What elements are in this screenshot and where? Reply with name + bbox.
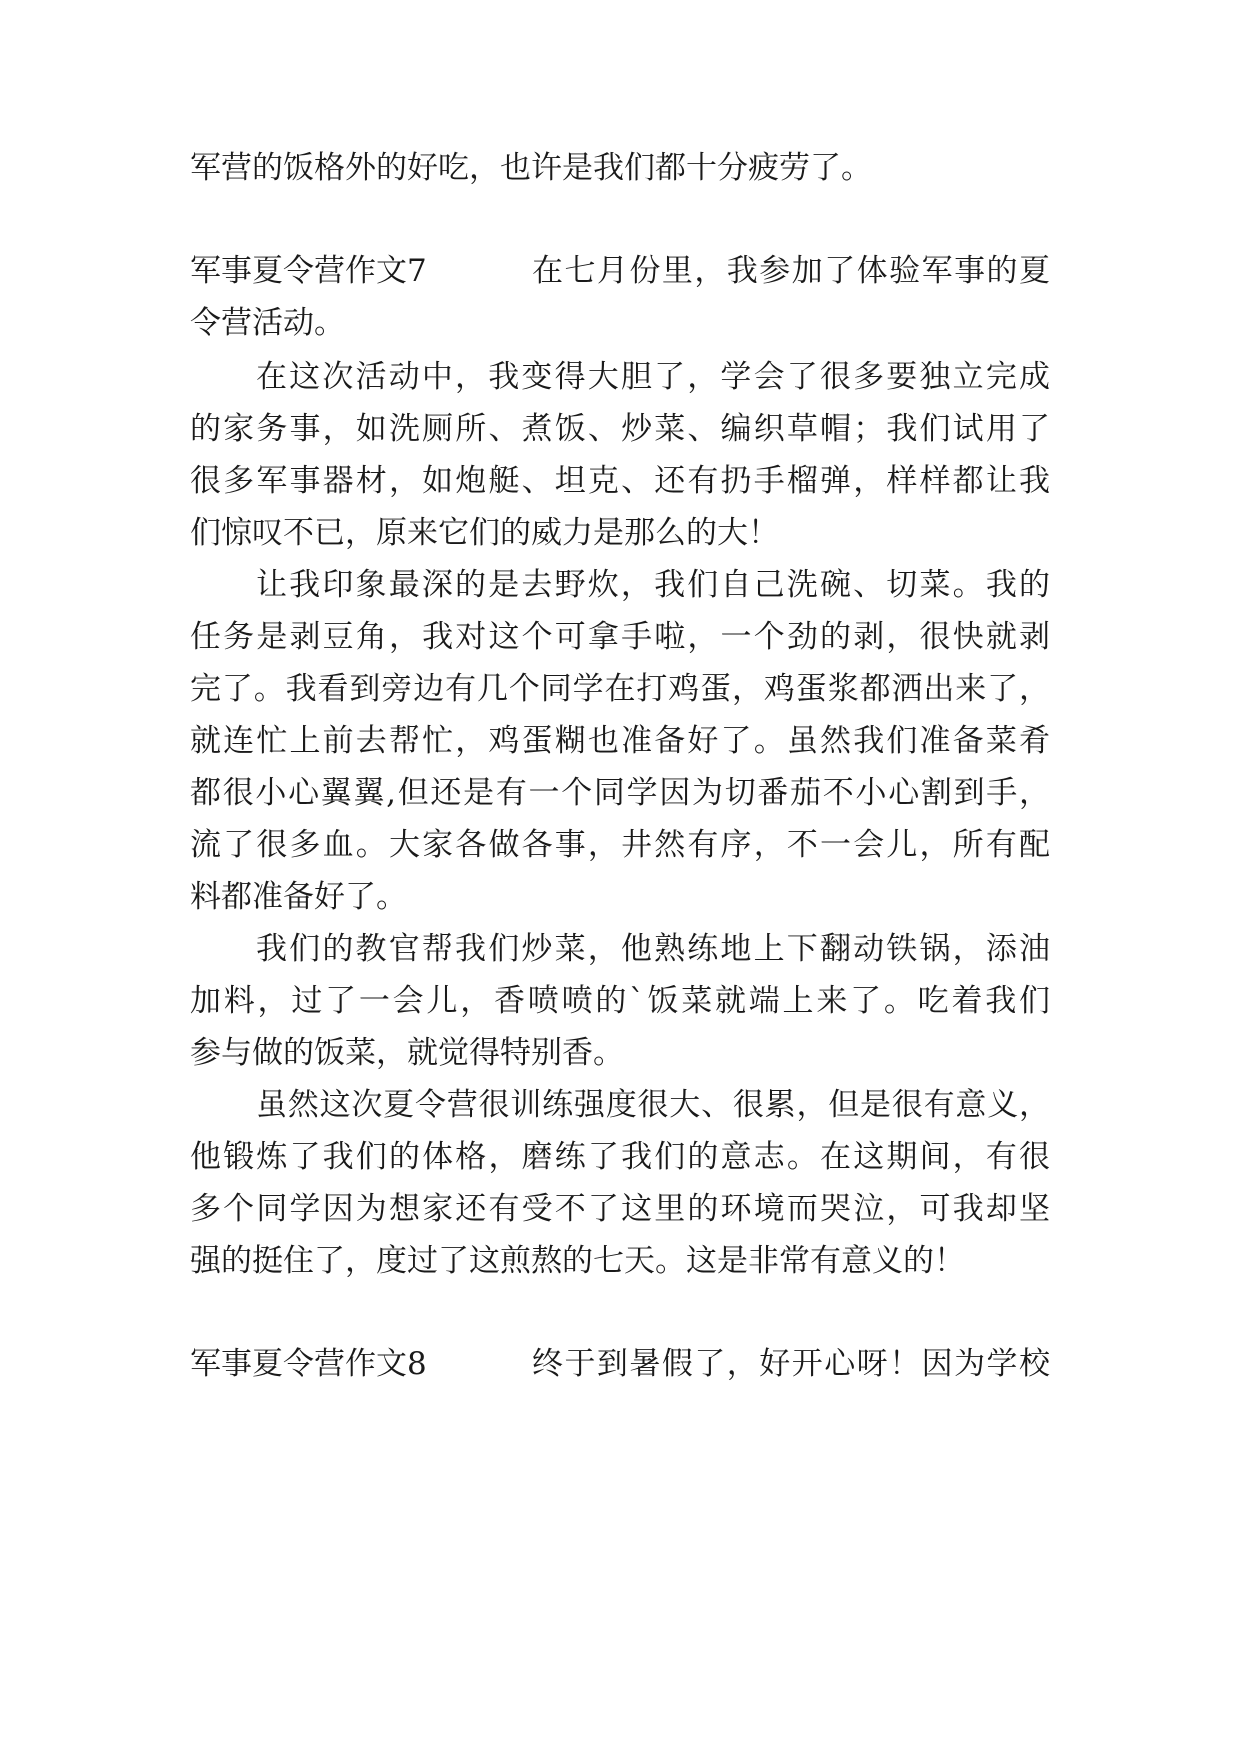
essay7-first-line: 在七月份里，我参加了体验军事的夏: [532, 253, 1050, 289]
essay7-p2-line7: 料都准备好了。: [190, 879, 407, 915]
essay7-p1-line2: 的家务事，如洗厕所、煮饭、炒菜、编织草帽；我们试用了: [190, 411, 1050, 447]
essay7-p2-line3: 完了。我看到旁边有几个同学在打鸡蛋，鸡蛋浆都洒出来了，: [190, 671, 1050, 707]
essay7-p2-line6: 流了很多血。大家各做各事，井然有序，不一会儿，所有配: [190, 827, 1050, 863]
essay7-p4-line1: 虽然这次夏令营很训练强度很大、很累，但是很有意义，: [256, 1087, 1050, 1123]
essay7-p3-line2: 加料，过了一会儿，香喷喷的`饭菜就端上来了。吃着我们: [190, 983, 1050, 1019]
essay7-p2-line5: 都很小心翼翼,但还是有一个同学因为切番茄不小心割到手，: [190, 775, 1050, 811]
essay7-heading-line: [190, 251, 1050, 291]
essay7-p1-line3: 很多军事器材，如炮艇、坦克、还有扔手榴弹，样样都让我: [190, 463, 1050, 499]
essay7-p2-line4: 就连忙上前去帮忙，鸡蛋糊也准备好了。虽然我们准备菜肴: [190, 723, 1050, 759]
essay8-heading-line: [190, 1344, 1050, 1384]
essay7-first-line-cont: 令营活动。: [190, 305, 345, 341]
essay8-first-line: 终于到暑假了，好开心呀！因为学校: [532, 1346, 1050, 1382]
essay7-p2-line1: 让我印象最深的是去野炊，我们自己洗碗、切菜。我的: [256, 567, 1050, 603]
essay7-p4-line2: 他锻炼了我们的体格，磨练了我们的意志。在这期间，有很: [190, 1139, 1050, 1175]
essay7-p4-line3: 多个同学因为想家还有受不了这里的环境而哭泣，可我却坚: [190, 1191, 1050, 1227]
essay7-title: 军事夏令营作文7: [190, 253, 427, 289]
essay7-p3-line3: 参与做的饭菜，就觉得特别香。: [190, 1035, 624, 1071]
essay8-title: 军事夏令营作文8: [190, 1346, 427, 1382]
essay7-p1-line1: 在这次活动中，我变得大胆了，学会了很多要独立完成: [256, 359, 1050, 395]
essay7-p2-line2: 任务是剥豆角，我对这个可拿手啦，一个劲的剥，很快就剥: [190, 619, 1050, 655]
essay7-p3-line1: 我们的教官帮我们炒菜，他熟练地上下翻动铁锅，添油: [256, 931, 1050, 967]
essay7-p4-line4: 强的挺住了，度过了这煎熬的七天。这是非常有意义的！: [190, 1243, 965, 1279]
intro-tail-line: 军营的饭格外的好吃，也许是我们都十分疲劳了。: [190, 150, 872, 186]
essay7-p1-line4: 们惊叹不已，原来它们的威力是那么的大！: [190, 515, 779, 551]
